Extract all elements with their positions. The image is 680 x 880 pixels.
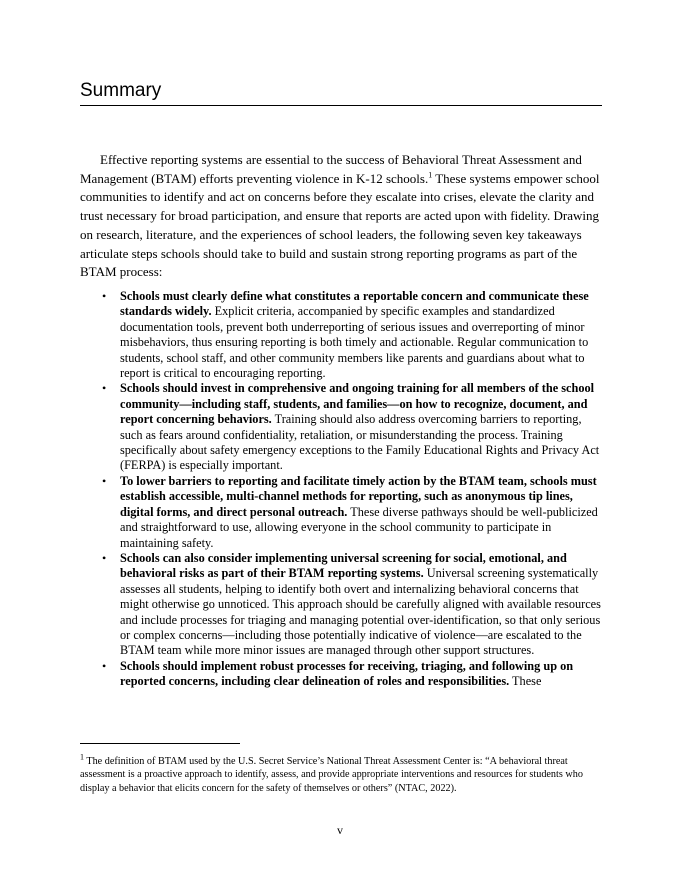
page-number: v [337, 823, 343, 837]
bullet-icon: • [102, 381, 107, 396]
bullet-icon: • [102, 658, 107, 673]
takeaway-lead: Schools should invest in comprehensive and ongoing training for all members of the school community—including staff, students, and families—on how to recognize, document, and report concerning behaviors. [120, 381, 595, 427]
footnote [80, 752, 600, 795]
footnote-number: 1 [80, 752, 84, 762]
page-title: Summary [80, 80, 162, 101]
takeaway-body: These [509, 674, 542, 689]
takeaway-body: Universal screening systematically assesses all students, helping to identify both overt and internalizing behavioral concerns that might otherwise go unnoticed. This approach should be carefully aligned with available resources and include processes for triaging and managing potential over-identification, so that only serious or complex concerns—including those potentially indicative of violence—are escalated to the BTAM team while more minor issues are managed through other support structures. [120, 566, 601, 658]
intro-paragraph [80, 151, 600, 282]
intro-text-continued: These systems empower school communities to identify and act on concerns before they escalate into crises, elevate the clarity and trust necessary for broad participation, and ensure that reports are acted upon with fidelity. Drawing on research, literature, and the experiences of school leaders, the following seven key takeaways articulate steps schools should take to build and sustain strong reporting programs as part of the BTAM process: [80, 170, 600, 280]
takeaway-body: Explicit criteria, accompanied by specific examples and standardized documentation tools, prevent both underreporting of serious issues and overreporting of minor misbehaviors, thus ensuring reporting is both timely and actionable. Regular communication to students, school staff, and other community members like parents and guardians about what to report is critical to encouraging reporting. [120, 304, 589, 381]
list-item [102, 659, 602, 690]
bullet-icon: • [102, 550, 107, 565]
takeaway-lead: To lower barriers to reporting and facilitate timely action by the BTAM team, schools must establish accessible, multi-channel methods for reporting, such as anonymous tip lines, digital forms, and direct personal outreach. [120, 473, 597, 519]
takeaway-body: These diverse pathways should be well-publicized and straightforward to use, allowing everyone in the school community to participate in maintaining safety. [120, 504, 598, 550]
takeaway-lead: Schools can also consider implementing universal screening for social, emotional, and behavioral risks as part of their BTAM reporting systems. [120, 550, 567, 581]
list-item [102, 551, 602, 659]
takeaway-lead: Schools must clearly define what constitutes a reportable concern and communicate these standards widely. [120, 289, 589, 319]
bullet-icon: • [102, 289, 107, 303]
takeaway-lead: Schools should implement robust processes for receiving, triaging, and following up on reported concerns, including clear delineation of roles and responsibilities. [120, 658, 574, 689]
list-item [102, 289, 602, 381]
bullet-icon: • [102, 473, 107, 488]
takeaway-body: Training should also address overcoming barriers to reporting, such as fears around confidentiality, retaliation, or misunderstanding the process. Training specifically about safety emergency exceptions to the Family Educational Rights and Privacy Act (FERPA) is especially important. [120, 412, 600, 473]
list-item [102, 474, 602, 551]
intro-text: Effective reporting systems are essential to the success of Behavioral Threat Assessment and Management (BTAM) efforts preventing violence in K-12 schools. [80, 152, 582, 186]
list-item [102, 381, 602, 473]
footnote-separator [80, 743, 240, 744]
footnote-reference[interactable]: 1 [428, 170, 433, 180]
title-underline [80, 105, 602, 106]
key-takeaways-list [102, 289, 602, 690]
footnote-text: The definition of BTAM used by the U.S. Secret Service’s National Threat Assessment Center is: “A behavioral threat assessment is a proactive approach to identify, assess, and provide appropriate interventions and resources for students who display a behavior that elicits concern for the safety of themselves or others” (NTAC, 2022). [80, 756, 583, 794]
